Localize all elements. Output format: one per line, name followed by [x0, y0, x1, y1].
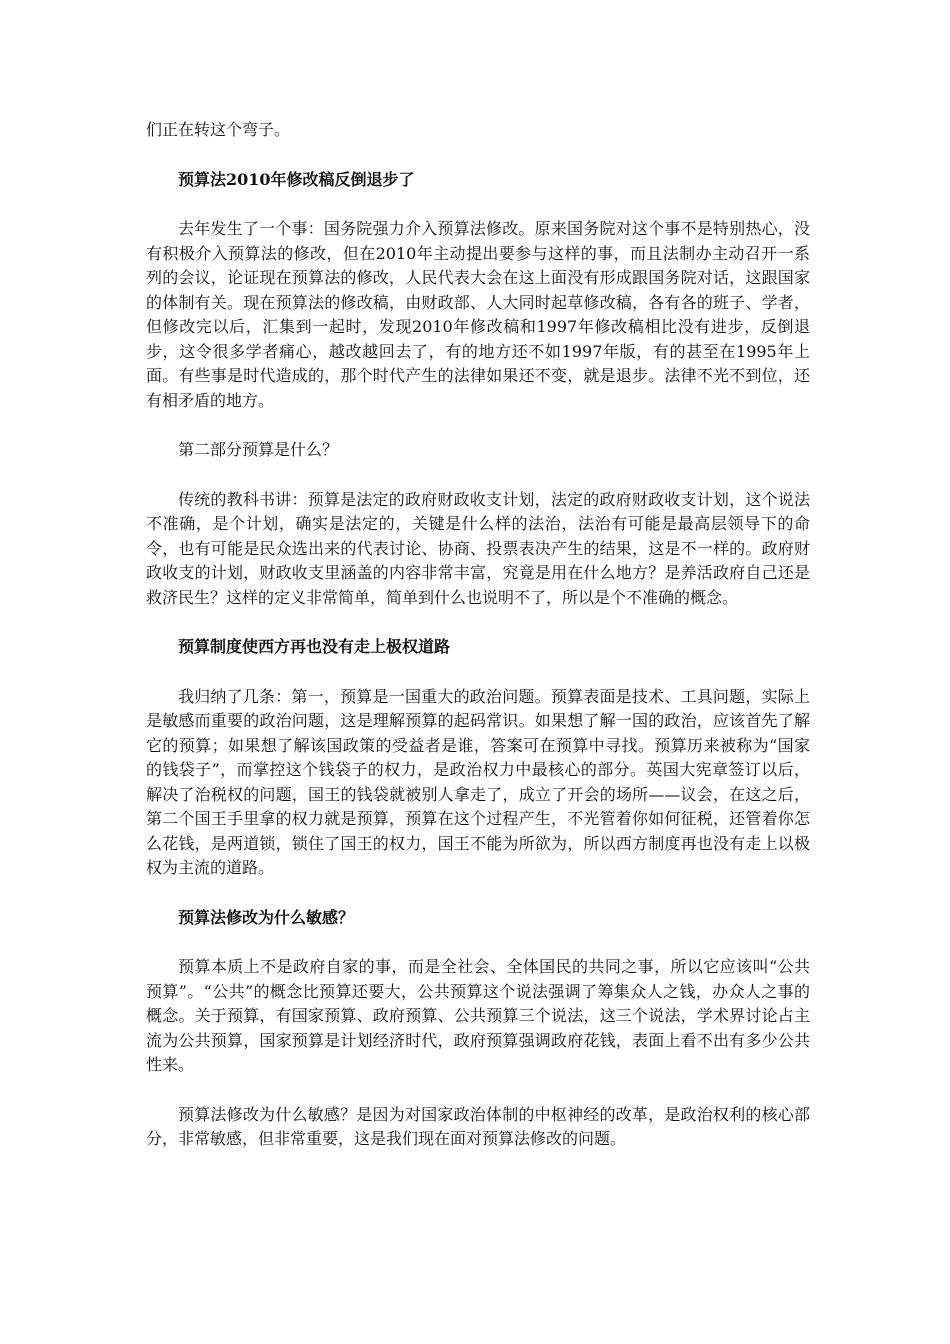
paragraph-textbook-definition: 传统的教科书讲：预算是法定的政府财政收支计划，法定的政府财政收支计划，这个说法不准确，是个计划，确实是法定的，关键是什么样的法治，法治有可能是最高层领导下的命令，也有可能是民众选出来的代表讨论、协商、投票表决产生的结果，这是不一样的。政府财政收支的计划，财政收支里涵盖的内容非常丰富，究竟是用在什么地方？是养活政府自己还是救济民生？这样的定义非常简单，简单到什么也说明不了，所以是个不准确的概念。: [146, 489, 810, 607]
paragraph-public-budget: 预算本质上不是政府自家的事，而是全社会、全体国民的共同之事，所以它应该叫“公共预算”。“公共”的概念比预算还要大，公共预算这个说法强调了筹集众人之钱，办众人之事的概念。关于预算，有国家预算、政府预算、公共预算三个说法，这三个说法，学术界讨论占主流为公共预算，国家预算是计划经济时代，政府预算强调政府花钱，表面上看不出有多少公共性来。: [146, 957, 810, 1074]
section-heading-why-sensitive: 预算法修改为什么敏感？: [178, 907, 355, 927]
paragraph-gap: [146, 1078, 810, 1103]
document-body: [146, 118, 810, 1152]
paragraph-budget-politics: 我归纳了几条：第一，预算是一国重大的政治问题。预算表面是技术、工具问题，实际上是敏感而重要的政治问题，这是理解预算的起码常识。如果想了解一国的政治，应该首先了解它的预算；如果想了解该国政策的受益者是谁，答案可在预算中寻找。预算历来被称为“国家的钱袋子”，而掌控这个钱袋子的权力，是政治权力中最核心的部分。英国大宪章签订以后，解决了治税权的问题，国王的钱袋就被别人拿走了，成立了开会的场所——议会，在这之后，第二个国王手里拿的权力就是预算，预算在这个过程产生，不光管着你如何征税，还管着你怎么花钱，是两道锁，锁住了国王的权力，国王不能为所欲为，所以西方制度再也没有走上以极权为主流的道路。: [146, 686, 810, 877]
paragraph-gap: [146, 660, 810, 685]
paragraph-gap: [146, 143, 810, 168]
paragraph-gap: [146, 192, 810, 217]
paragraph-gap: [146, 881, 810, 906]
paragraph-gap: [146, 610, 810, 635]
paragraph-gap: [146, 930, 810, 955]
paragraph-continuation: 们正在转这个弯子。: [146, 120, 291, 139]
paragraph-state-council: 去年发生了一个事：国务院强力介入预算法修改。原来国务院对这个事不是特别热心，没有积极介入预算法的修改，但在2010年主动提出要参与这样的事，而且法制办主动召开一系列的会议，论证现在预算法的修改，人民代表大会在这上面没有形成跟国务院对话，这跟国家的体制有关。现在预算法的修改稿，由财政部、人大同时起草修改稿，各有各的班子、学者，但修改完以后，汇集到一起时，发现2010年修改稿和1997年修改稿相比没有进步，反倒退步，这令很多学者痛心，越改越回去了，有的地方还不如1997年版，有的甚至在1995年上面。有些事是时代造成的，那个时代产生的法律如果还不变，就是退步。法律不光不到位，还有相矛盾的地方。: [146, 219, 810, 410]
paragraph-gap: [146, 463, 810, 488]
paragraph-part-two-title: 第二部分预算是什么？: [178, 440, 339, 459]
paragraph-gap: [146, 413, 810, 438]
paragraph-why-sensitive-answer: 预算法修改为什么敏感？是因为对国家政治体制的中枢神经的改革，是政治权利的核心部分，非常敏感，但非常重要，这是我们现在面对预算法修改的问题。: [146, 1104, 810, 1148]
section-heading-western-budget-system: 预算制度使西方再也没有走上极权道路: [178, 637, 451, 656]
section-heading-budget-law-2010: 预算法2010年修改稿反倒退步了: [178, 169, 415, 189]
